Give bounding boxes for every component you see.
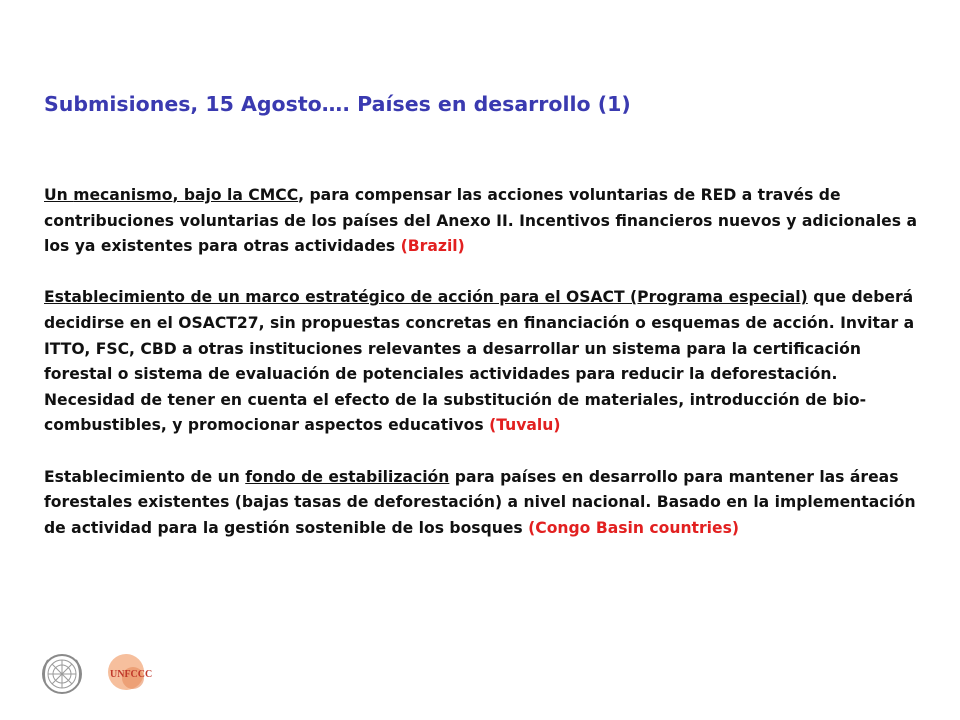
cmcc-reference: , bajo la CMCC [172,186,299,204]
paragraph-tuvalu-proposal [44,285,924,439]
slide-body [44,183,924,567]
unfccc-logo [108,654,152,690]
country-tag-brazil: (Brazil) [400,237,465,256]
unfccc-logo-text: UNFCCC [110,669,153,680]
slide-title: Submisiones, 15 Agosto…. Países en desarrollo (1) [44,92,631,116]
footer-logos [36,648,156,700]
country-tag-congo-basin: (Congo Basin countries) [528,518,740,537]
proposal-description: que deberá decidirse en el OSACT27, sin propuestas concretas en financiación o esquemas de acción. Invitar a ITTO, FSC, CBD a otras instituciones relevantes a desarrollar un sistema para la certificación forestal o sistema de evaluación de potenciales actividades para reducir la deforestación. Necesidad de tener en cuenta el efecto de la substitución de materiales, introducción de bio-combustibles, y promocionar aspectos educativos [44,288,915,435]
proposal-intro-text: Establecimiento de un [44,467,246,486]
proposal-description: para países en desarrollo para mantener las áreas forestales existentes (bajas tasas de deforestación) a nivel nacional. Basado en la implementación de actividad para la gestión sostenible de los bosques [44,467,916,537]
paragraph-brazil-proposal [44,183,924,260]
proposal-intro-text: Un [44,186,74,204]
un-emblem-icon [43,655,81,693]
stabilization-fund-term: fondo de estabilización [245,467,450,486]
mechanism-term: mecanismo [73,186,173,204]
proposal-description: , para compensar las acciones voluntarias de RED a través de contribuciones voluntarias de los países del Anexo II. Incentivos financieros nuevos y adicionales a los ya existentes para otras actividades [44,186,917,256]
logos-graphic [36,648,156,700]
country-tag-tuvalu: (Tuvalu) [489,416,561,435]
strategic-framework-term: Establecimiento de un marco estratégico de acción para el OSACT (Programa especial) [44,288,808,307]
paragraph-congo-proposal [44,465,924,542]
